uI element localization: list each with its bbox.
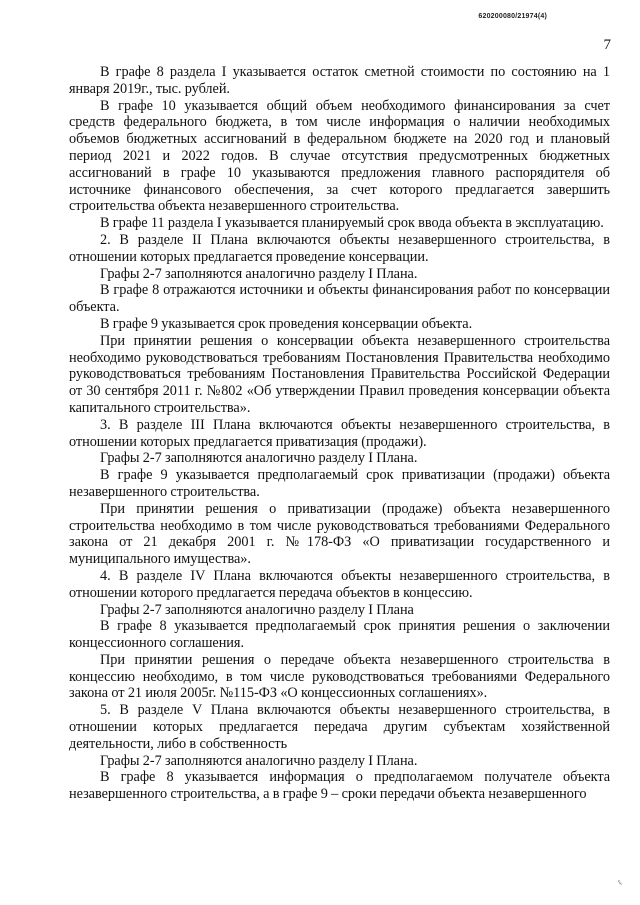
paragraph-15: В графе 8 указывается предполагаемый срок принятия решения о заключении концессионного соглашения.	[69, 618, 610, 652]
paragraph-8: При принятии решения о консервации объекта незавершенного строительства необходимо руководствоваться требованиям Постановления Правительства необходимо руководствоваться требованиям Постановления Правительства Российской Федерации от 30 сентября 2011 г. №802 «Об утверждении Правил проведения консервации объекта капитального строительства».	[69, 332, 610, 416]
paragraph-13: 4. В разделе IV Плана включаются объекты незавершенного строительства, в отношении которого предлагается передача объектов в концессию.	[69, 567, 610, 601]
margin-mark: ℓ	[615, 877, 625, 888]
paragraph-3: В графе 11 раздела I указывается планируемый срок ввода объекта в эксплуатацию.	[100, 215, 604, 232]
paragraph-18: Графы 2-7 заполняются аналогично разделу I Плана.	[100, 752, 418, 769]
paragraph-17: 5. В разделе V Плана включаются объекты незавершенного строительства, в отношении которых предлагается передача другим субъектам хозяйственной деятельности, либо в собственность	[69, 702, 610, 752]
paragraph-5: Графы 2-7 заполняются аналогично разделу I Плана.	[100, 265, 418, 282]
paragraph-2: В графе 10 указывается общий объем необходимого финансирования за счет средств федерального бюджета, в том числе информация о наличии необходимых объемов бюджетных ассигнований в федеральном бюджете на 2020 год и плановый период 2021 и 2022 годов. В случае отсутствия предусмотренных бюджетных ассигнований в графе 10 указываются предложения главного распорядителя об источнике финансового обеспечения, за счет которого предлагается завершить строительства объекта незавершенного строительства.	[69, 97, 610, 215]
paragraph-12: При принятии решения о приватизации (продаже) объекта незавершенного строительства необходимо в том числе руководствоваться требованиями Федерального закона от 21 декабря 2001 г. №178-ФЗ «О приватизации государственного и муниципального имущества».	[69, 500, 610, 568]
page-number: 7	[603, 37, 611, 53]
document-code: 620200080/21974(4)	[478, 13, 547, 20]
paragraph-9: 3. В разделе III Плана включаются объекты незавершенного строительства, в отношении которых предлагается приватизация (продажи).	[69, 416, 610, 450]
paragraph-4: 2. В разделе II Плана включаются объекты незавершенного строительства, в отношении которых предлагается проведение консервации.	[69, 231, 610, 265]
paragraph-6: В графе 8 отражаются источники и объекты финансирования работ по консервации объекта.	[69, 282, 610, 316]
paragraph-11: В графе 9 указывается предполагаемый срок приватизации (продажи) объекта незавершенного строительства.	[69, 467, 610, 500]
document-body	[69, 64, 610, 803]
paragraph-16: При принятии решения о передаче объекта незавершенного строительства в концессию необходимо, в том числе руководствоваться требованиями Федерального закона от 21 июля 2005г. №115-ФЗ «О концессионных соглашениях».	[69, 651, 610, 702]
paragraph-19: В графе 8 указывается информация о предполагаемом получателе объекта незавершенного строительства, а в графе 9 – сроки передачи объекта незавершенного	[69, 769, 610, 803]
paragraph-10: Графы 2-7 заполняются аналогично разделу I Плана.	[100, 450, 418, 467]
paragraph-14: Графы 2-7 заполняются аналогично разделу I Плана	[100, 601, 414, 618]
paragraph-7: В графе 9 указывается срок проведения консервации объекта.	[100, 315, 473, 332]
paragraph-1: В графе 8 раздела I указывается остаток сметной стоимости по состоянию на 1 января 2019г., тыс. рублей.	[69, 64, 610, 97]
